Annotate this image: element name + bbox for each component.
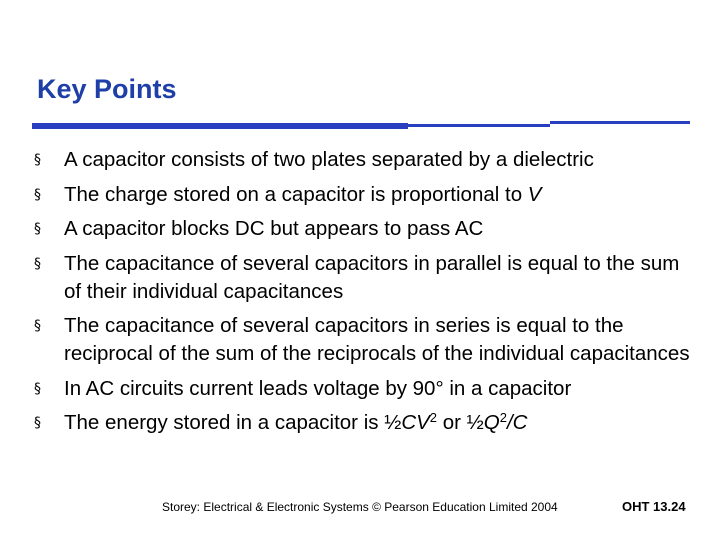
list-item <box>34 146 702 174</box>
half-symbol: ½ <box>466 411 484 434</box>
section-sign-icon: § <box>34 186 41 203</box>
title-underline-thin <box>550 121 690 124</box>
slide-number: OHT 13.24 <box>622 499 686 514</box>
title-underline-thick <box>32 123 408 129</box>
footer-credit: Storey: Electrical & Electronic Systems © Pearson Education Limited 2004 <box>162 500 558 514</box>
section-sign-icon: § <box>34 221 41 237</box>
cv-term: CV <box>401 411 430 434</box>
bullet-text-part: or <box>437 411 467 434</box>
section-sign-icon: § <box>34 318 41 334</box>
bullet-text: The capacitance of several capacitors in series is equal to the reciprocal of the sum of the reciprocals of the individual capacitances <box>64 314 690 365</box>
superscript: 2 <box>499 410 507 425</box>
bullet-text: In AC circuits current leads voltage by 90° in a capacitor <box>64 376 572 400</box>
section-sign-icon: § <box>34 152 41 168</box>
superscript: 2 <box>429 410 438 425</box>
list-item <box>34 181 702 209</box>
q-term: Q <box>483 411 500 434</box>
title-underline-mid <box>408 124 550 127</box>
bullet-text: A capacitor blocks DC but appears to pass AC <box>64 217 484 240</box>
section-sign-icon: § <box>34 255 41 272</box>
bullet-text <box>64 181 702 209</box>
bullet-text-part: The charge stored on a capacitor is proportional to <box>64 182 528 206</box>
slide-title: Key Points <box>37 74 177 104</box>
list-item <box>34 215 702 243</box>
section-sign-icon: § <box>34 380 41 397</box>
half-symbol: ½ <box>384 411 402 434</box>
bullet-text <box>64 409 702 437</box>
c-term: /C <box>506 411 528 434</box>
key-points-list <box>34 146 702 444</box>
bullet-text: A capacitor consists of two plates separated by a dielectric <box>64 148 594 171</box>
section-sign-icon: § <box>34 415 41 431</box>
voltage-variable: V <box>527 182 542 206</box>
list-item <box>34 409 702 437</box>
bullet-text: The capacitance of several capacitors in parallel is equal to the sum of their individual capacitances <box>64 251 680 303</box>
bullet-text-part: The energy stored in a capacitor is <box>64 411 385 434</box>
list-item <box>34 250 702 306</box>
list-item <box>34 312 702 368</box>
list-item <box>34 375 702 403</box>
